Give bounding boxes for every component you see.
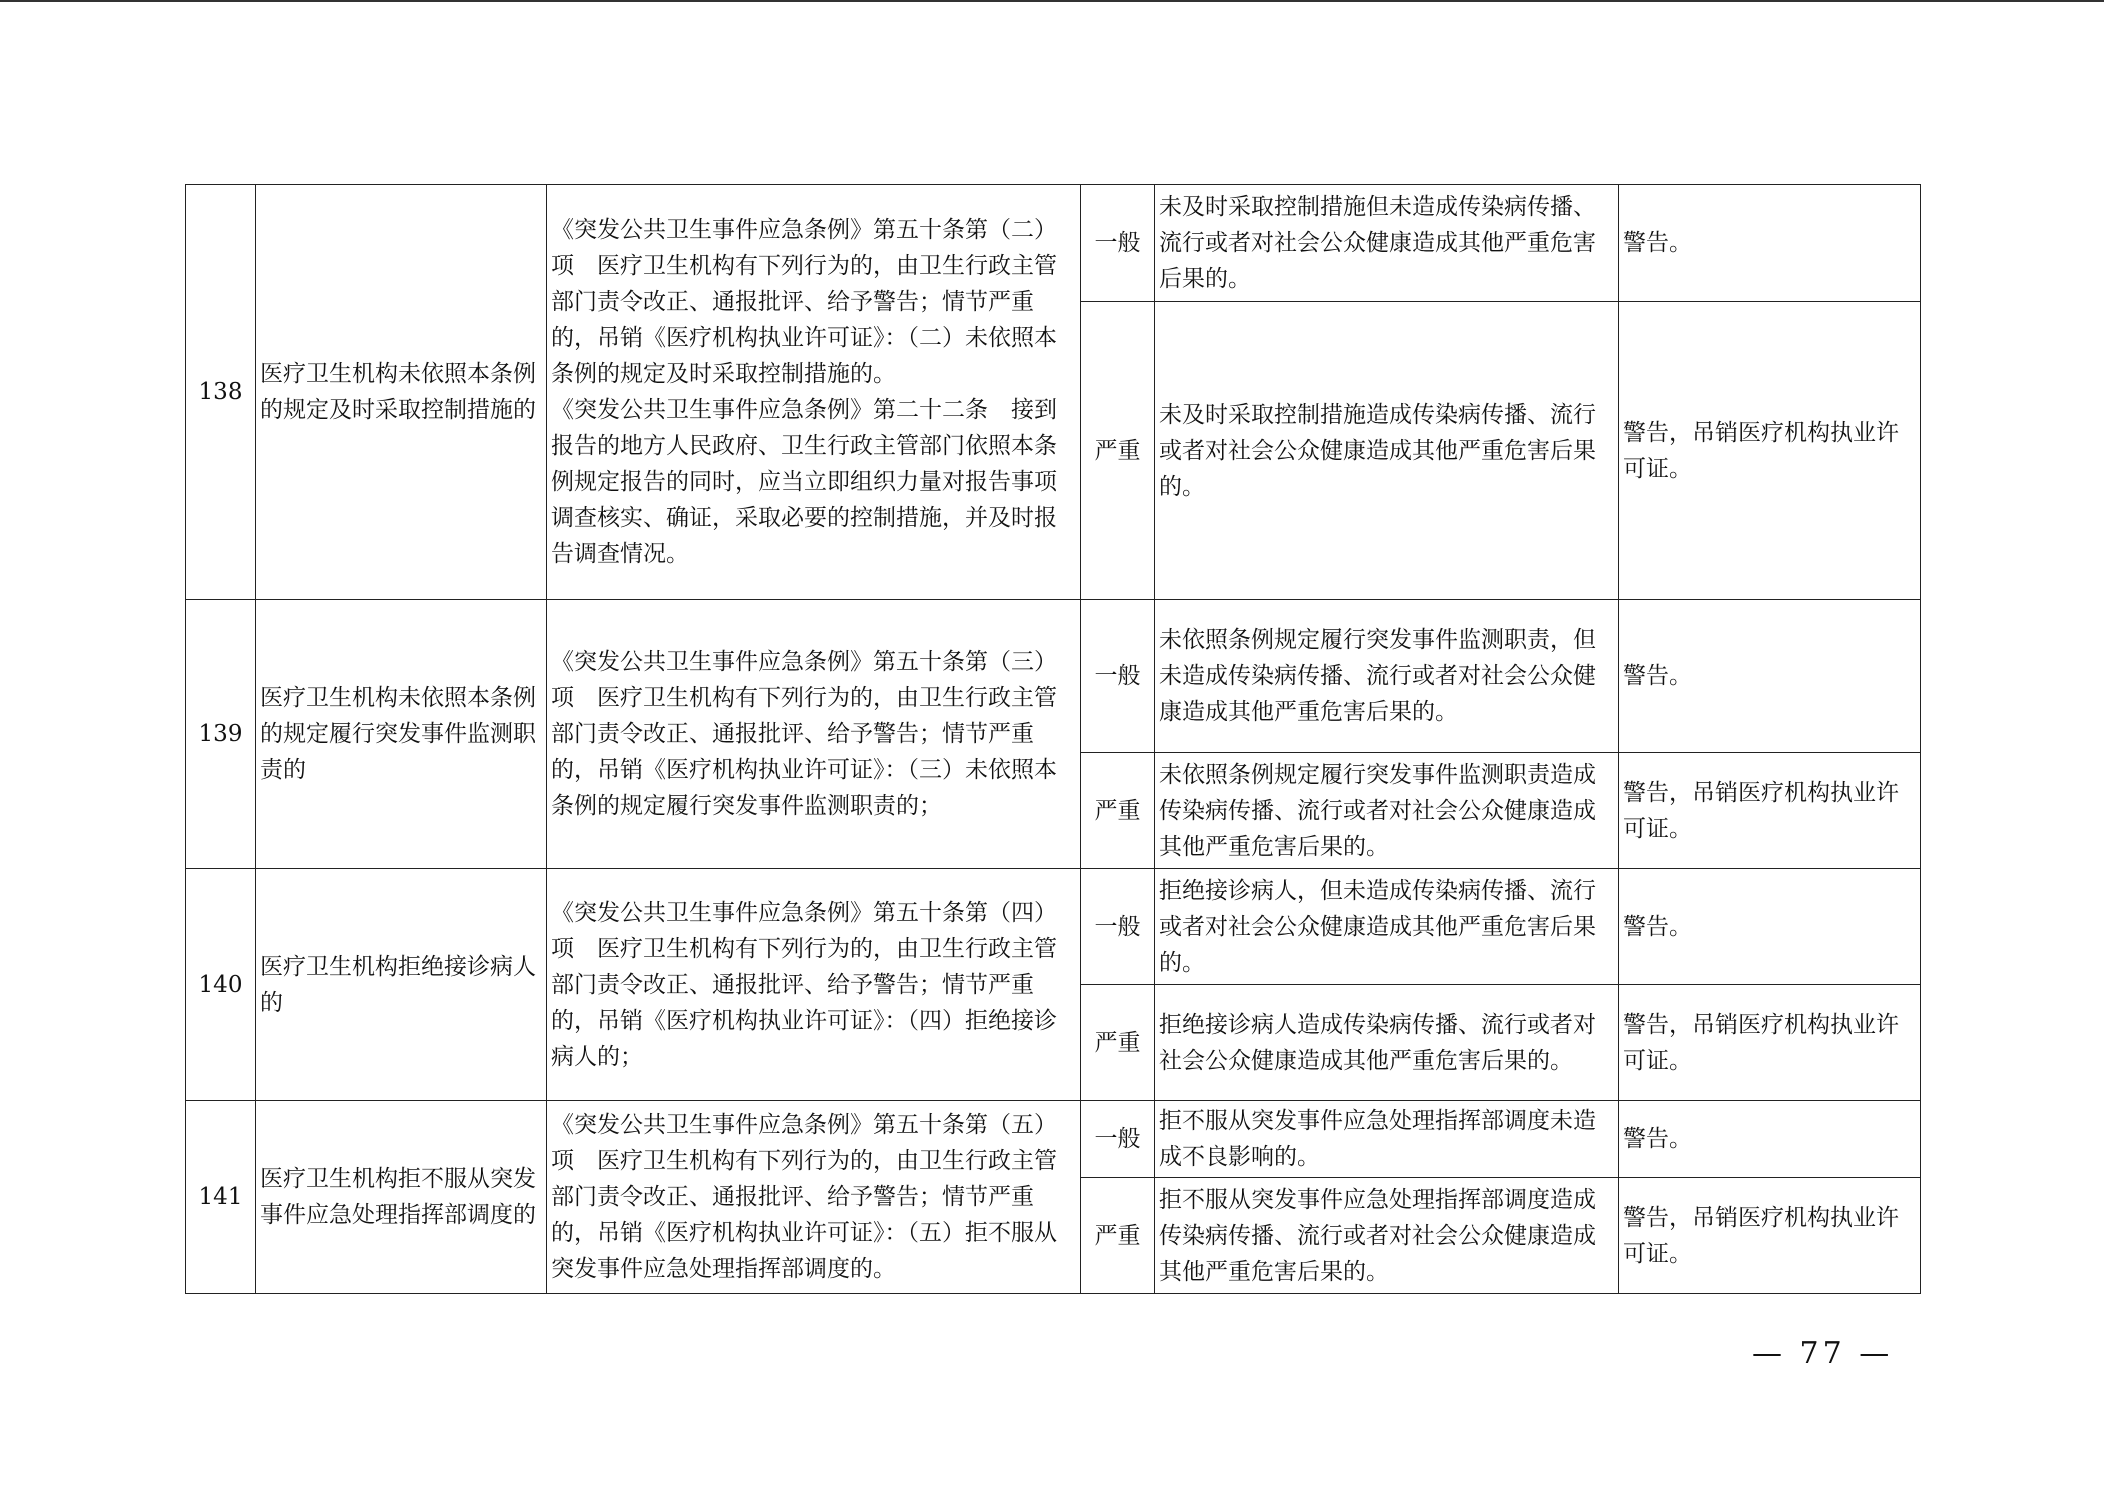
severity-level: 一般 [1081,185,1155,302]
penalty: 警告，吊销医疗机构执业许可证。 [1619,302,1921,600]
penalty: 警告，吊销医疗机构执业许可证。 [1619,1178,1921,1294]
penalty: 警告。 [1619,1101,1921,1178]
severity-level: 严重 [1081,302,1155,600]
page-number: — 77 — [1752,1336,1894,1371]
penalty: 警告，吊销医疗机构执业许可证。 [1619,985,1921,1101]
circumstance: 拒绝接诊病人，但未造成传染病传播、流行或者对社会公众健康造成其他严重危害后果的。 [1155,869,1619,985]
legal-basis [547,185,1081,600]
table-row [186,600,1921,753]
penalty: 警告。 [1619,185,1921,302]
severity-level: 一般 [1081,600,1155,753]
violation-item: 医疗卫生机构未依照本条例的规定及时采取控制措施的 [256,185,547,600]
item-number: 138 [186,185,256,600]
legal-basis-text: 《突发公共卫生事件应急条例》第五十条第（二）项 医疗卫生机构有下列行为的，由卫生行政主管部门责令改正、通报批评、给予警告；情节严重的，吊销《医疗机构执业许可证》：（二）未依照本条例的规定及时采取控制措施的。 《突发公共卫生事件应急条例》第二十二条 接到报告的地方人民政府、卫生行政主管部门依照本条例规定报告的同时，应当立即组织力量对报告事项调查核实、确证，采取必要的控制措施，并及时报告调查情况。 [551,217,1057,567]
penalty: 警告。 [1619,869,1921,985]
severity-level: 一般 [1081,869,1155,985]
circumstance: 未及时采取控制措施但未造成传染病传播、流行或者对社会公众健康造成其他严重危害后果的。 [1155,185,1619,302]
legal-basis: 《突发公共卫生事件应急条例》第五十条第（四）项 医疗卫生机构有下列行为的，由卫生行政主管部门责令改正、通报批评、给予警告；情节严重的，吊销《医疗机构执业许可证》：（四）拒绝接诊病人的； [547,869,1081,1101]
penalty: 警告，吊销医疗机构执业许可证。 [1619,753,1921,869]
item-number: 139 [186,600,256,869]
circumstance: 未依照条例规定履行突发事件监测职责造成传染病传播、流行或者对社会公众健康造成其他严重危害后果的。 [1155,753,1619,869]
violation-item: 医疗卫生机构未依照本条例的规定履行突发事件监测职责的 [256,600,547,869]
table-row [186,869,1921,985]
circumstance: 拒不服从突发事件应急处理指挥部调度未造成不良影响的。 [1155,1101,1619,1178]
table-row [186,185,1921,302]
severity-level: 严重 [1081,985,1155,1101]
violation-item: 医疗卫生机构拒绝接诊病人的 [256,869,547,1101]
page-top-border [0,0,2104,2]
circumstance: 未依照条例规定履行突发事件监测职责，但未造成传染病传播、流行或者对社会公众健康造成其他严重危害后果的。 [1155,600,1619,753]
circumstance: 未及时采取控制措施造成传染病传播、流行或者对社会公众健康造成其他严重危害后果的。 [1155,302,1619,600]
item-number: 141 [186,1101,256,1294]
legal-basis: 《突发公共卫生事件应急条例》第五十条第（三）项 医疗卫生机构有下列行为的，由卫生行政主管部门责令改正、通报批评、给予警告；情节严重的，吊销《医疗机构执业许可证》：（三）未依照本条例的规定履行突发事件监测职责的； [547,600,1081,869]
violation-item: 医疗卫生机构拒不服从突发事件应急处理指挥部调度的 [256,1101,547,1294]
circumstance: 拒不服从突发事件应急处理指挥部调度造成传染病传播、流行或者对社会公众健康造成其他严重危害后果的。 [1155,1178,1619,1294]
severity-level: 严重 [1081,1178,1155,1294]
penalty: 警告。 [1619,600,1921,753]
circumstance: 拒绝接诊病人造成传染病传播、流行或者对社会公众健康造成其他严重危害后果的。 [1155,985,1619,1101]
item-number: 140 [186,869,256,1101]
severity-level: 严重 [1081,753,1155,869]
table-row [186,1101,1921,1178]
severity-level: 一般 [1081,1101,1155,1178]
legal-basis: 《突发公共卫生事件应急条例》第五十条第（五）项 医疗卫生机构有下列行为的，由卫生行政主管部门责令改正、通报批评、给予警告；情节严重的，吊销《医疗机构执业许可证》：（五）拒不服从突发事件应急处理指挥部调度的。 [547,1101,1081,1294]
penalty-standards-table [185,184,1921,1294]
